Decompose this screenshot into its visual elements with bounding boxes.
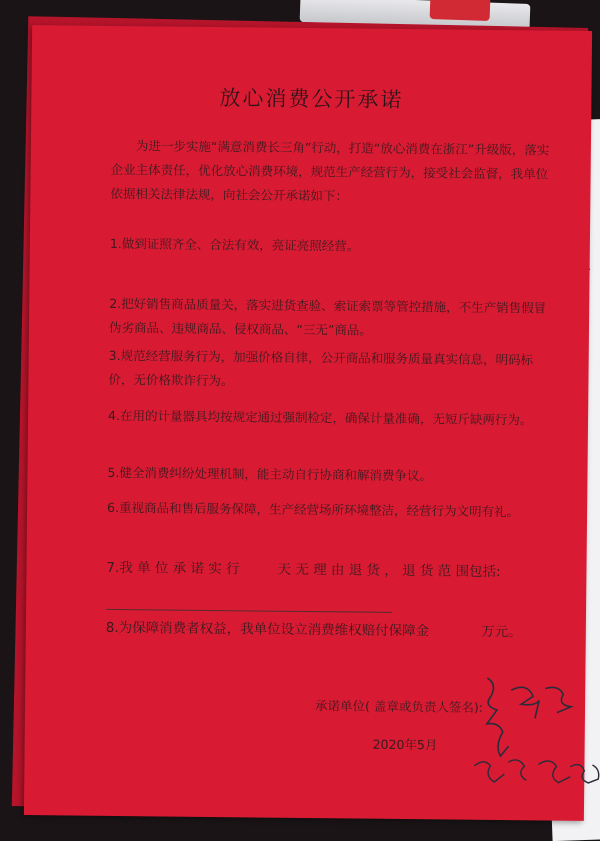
- commitment-sheet: [24, 25, 592, 821]
- commitment-item-3: 3.规范经营服务行为，加强价格自律，公开商品和服务质量真实信息，明码标价，无价格欺诈行为。: [108, 344, 548, 397]
- commitment-item-7: [106, 554, 547, 615]
- item-7-text-start: 7.我 单 位 承 诺 实 行: [106, 560, 239, 577]
- item-7-text-end: 天 无 理 由 退 货 ， 退 货 范 围包括:: [278, 562, 501, 580]
- document-title: 放心消费公开承诺: [31, 80, 591, 116]
- intro-paragraph: 为进一步实施“满意消费长三角”行动，打造“放心消费在浙江”升级版，落实企业主体责任，优化放心消费环境，规范生产经营行为，接受社会监督，我单位依据相关法律法规，向社会公开承诺如下：: [110, 134, 551, 211]
- item-8-text-start: 8.为保障消费者权益，我单位设立消费维权赔付保障金: [106, 620, 430, 639]
- deposit-amount-blank: [429, 635, 481, 636]
- date-year: 2020年: [373, 737, 417, 752]
- date-month-handwritten: 5月: [417, 737, 438, 752]
- pen-cap: [430, 0, 491, 21]
- handwritten-signature: [464, 670, 600, 802]
- item-8-text-end: 万元。: [481, 624, 522, 640]
- commitment-item-2: 2.把好销售商品质量关，落实进货查验、索证索票等管控措施，不生产销售假冒伪劣商品、违规商品、侵权商品、“三无”商品。: [109, 292, 549, 345]
- return-scope-blank-line: [106, 593, 392, 613]
- commitment-item-4: 4.在用的计量器具均按规定通过强制检定，确保计量准确，无短斤缺两行为。: [108, 404, 548, 433]
- date-line: [373, 735, 438, 754]
- signature-label: 承诺单位( 盖章或负责人签名):: [315, 696, 483, 716]
- commitment-item-6: 6.重视商品和售后服务保障，生产经营场所环境整洁，经营行为文明有礼。: [107, 496, 547, 525]
- commitment-item-8: [106, 616, 546, 645]
- commitment-item-5: 5.健全消费纠纷处理机制，能主动自行协商和解消费争议。: [107, 461, 547, 490]
- commitment-item-1: 1.做到证照齐全、合法有效，亮证亮照经营。: [110, 232, 550, 261]
